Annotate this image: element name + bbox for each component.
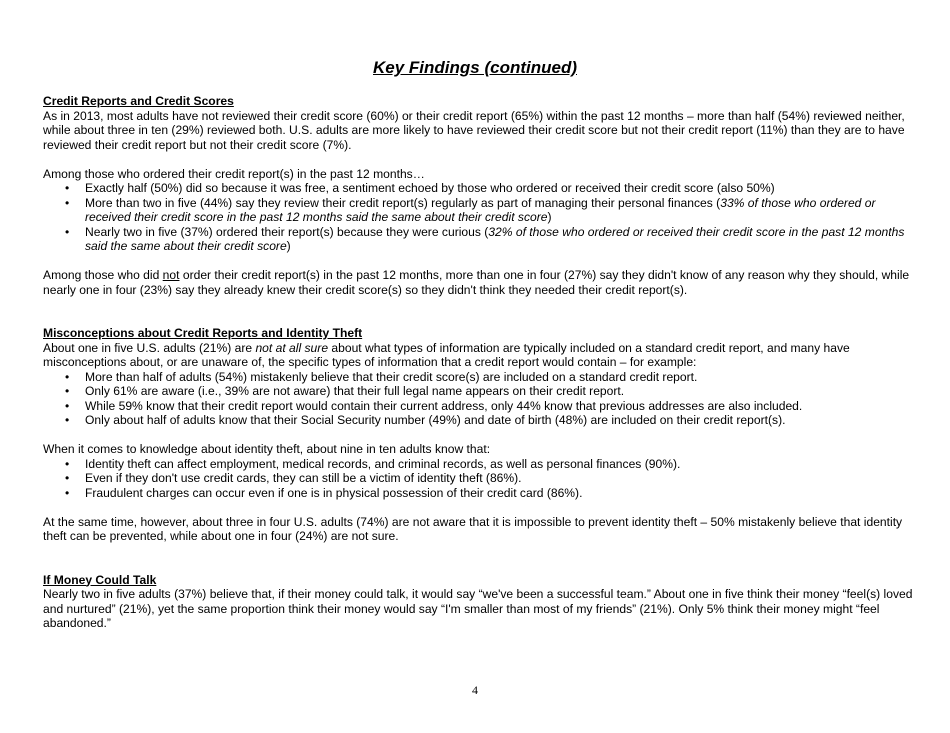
list-item: • Only about half of adults know that their Social Security number (49%) and date of birth (48%) are included on their credit report(s).: [85, 413, 913, 428]
bullet-list-ordered-reasons: [43, 181, 913, 254]
list-item: • While 59% know that their credit report would contain their current address, only 44% know that previous addresses are also included.: [85, 399, 913, 414]
list-item: • Only 61% are aware (i.e., 39% are not aware) that their full legal name appears on their credit report.: [85, 384, 913, 399]
document-body: [43, 94, 913, 631]
list-item: • More than two in five (44%) say they review their credit report(s) regularly as part of managing their personal finances (33% of those who ordered or received their credit score in the past 12 months said the same about their credit score): [85, 196, 913, 225]
section-heading-money-talk: If Money Could Talk: [43, 572, 157, 587]
list-item: • Even if they don't use credit cards, they can still be a victim of identity theft (86%).: [85, 471, 913, 486]
paragraph-identity-theft-prevention: At the same time, however, about three in four U.S. adults (74%) are not aware that it is impossible to prevent identity theft – 50% mistakenly believe that identity theft can be prevented, while about one in four (24%) are not sure.: [43, 514, 903, 543]
section-heading-misconceptions: Misconceptions about Credit Reports and Identity Theft: [43, 326, 363, 340]
page-number: 4: [472, 683, 478, 697]
paragraph-credit-reports: As in 2013, most adults have not reviewed their credit score (60%) or their credit report (65%) within the past 12 months – more than half (54%) reviewed neither, while about three in ten (29%) reviewed both. U.S. adults are more likely to have reviewed their credit score but not their credit report (11%) than they are to have reviewed their credit report but not their credit score (7%).: [43, 108, 905, 152]
bullet-list-identity-theft: [43, 457, 913, 501]
section-heading-credit-reports: Credit Reports and Credit Scores: [43, 94, 234, 108]
paragraph-misconceptions: About one in five U.S. adults (21%) are not at all sure about what types of information are typically included on a standard credit report, and many have misconceptions about, or are unaware of, the specific types of information that a credit report would contain – for example:: [43, 340, 850, 369]
list-item: • More than half of adults (54%) mistakenly believe that their credit score(s) are included on a standard credit report.: [85, 370, 913, 385]
paragraph-did-not-order: Among those who did not order their credit report(s) in the past 12 months, more than one in four (27%) say they didn't know of any reason why they should, while nearly one in four (23%) say they already knew their credit score(s) so they didn't think they needed their credit report(s).: [43, 268, 910, 297]
bullet-list-misconceptions: [43, 370, 913, 428]
paragraph-money-talk: Nearly two in five adults (37%) believe that, if their money could talk, it would say “we've been a successful team.” About one in five think their money “feel(s) loved and nurtured” (21%), yet the same proportion think their money would say “I'm smaller than most of my friends” (21%). Only 5% think their money might “feel abandoned.”: [43, 587, 913, 630]
list-item: • Nearly two in five (37%) ordered their report(s) because they were curious (32% of those who ordered or received their credit score in the past 12 months said the same about their credit score): [85, 225, 913, 254]
list-item: • Fraudulent charges can occur even if one is in physical possession of their credit card (86%).: [85, 486, 913, 501]
paragraph-identity-theft-intro: When it comes to knowledge about identity theft, about nine in ten adults know that:: [43, 442, 491, 456]
paragraph-among-ordered: Among those who ordered their credit report(s) in the past 12 months…: [43, 166, 425, 181]
list-item: • Identity theft can affect employment, medical records, and criminal records, as well as personal finances (90%).: [85, 457, 913, 472]
page-title: Key Findings (continued): [373, 58, 577, 77]
list-item: • Exactly half (50%) did so because it was free, a sentiment echoed by those who ordered or received their credit score (also 50%): [85, 181, 913, 196]
